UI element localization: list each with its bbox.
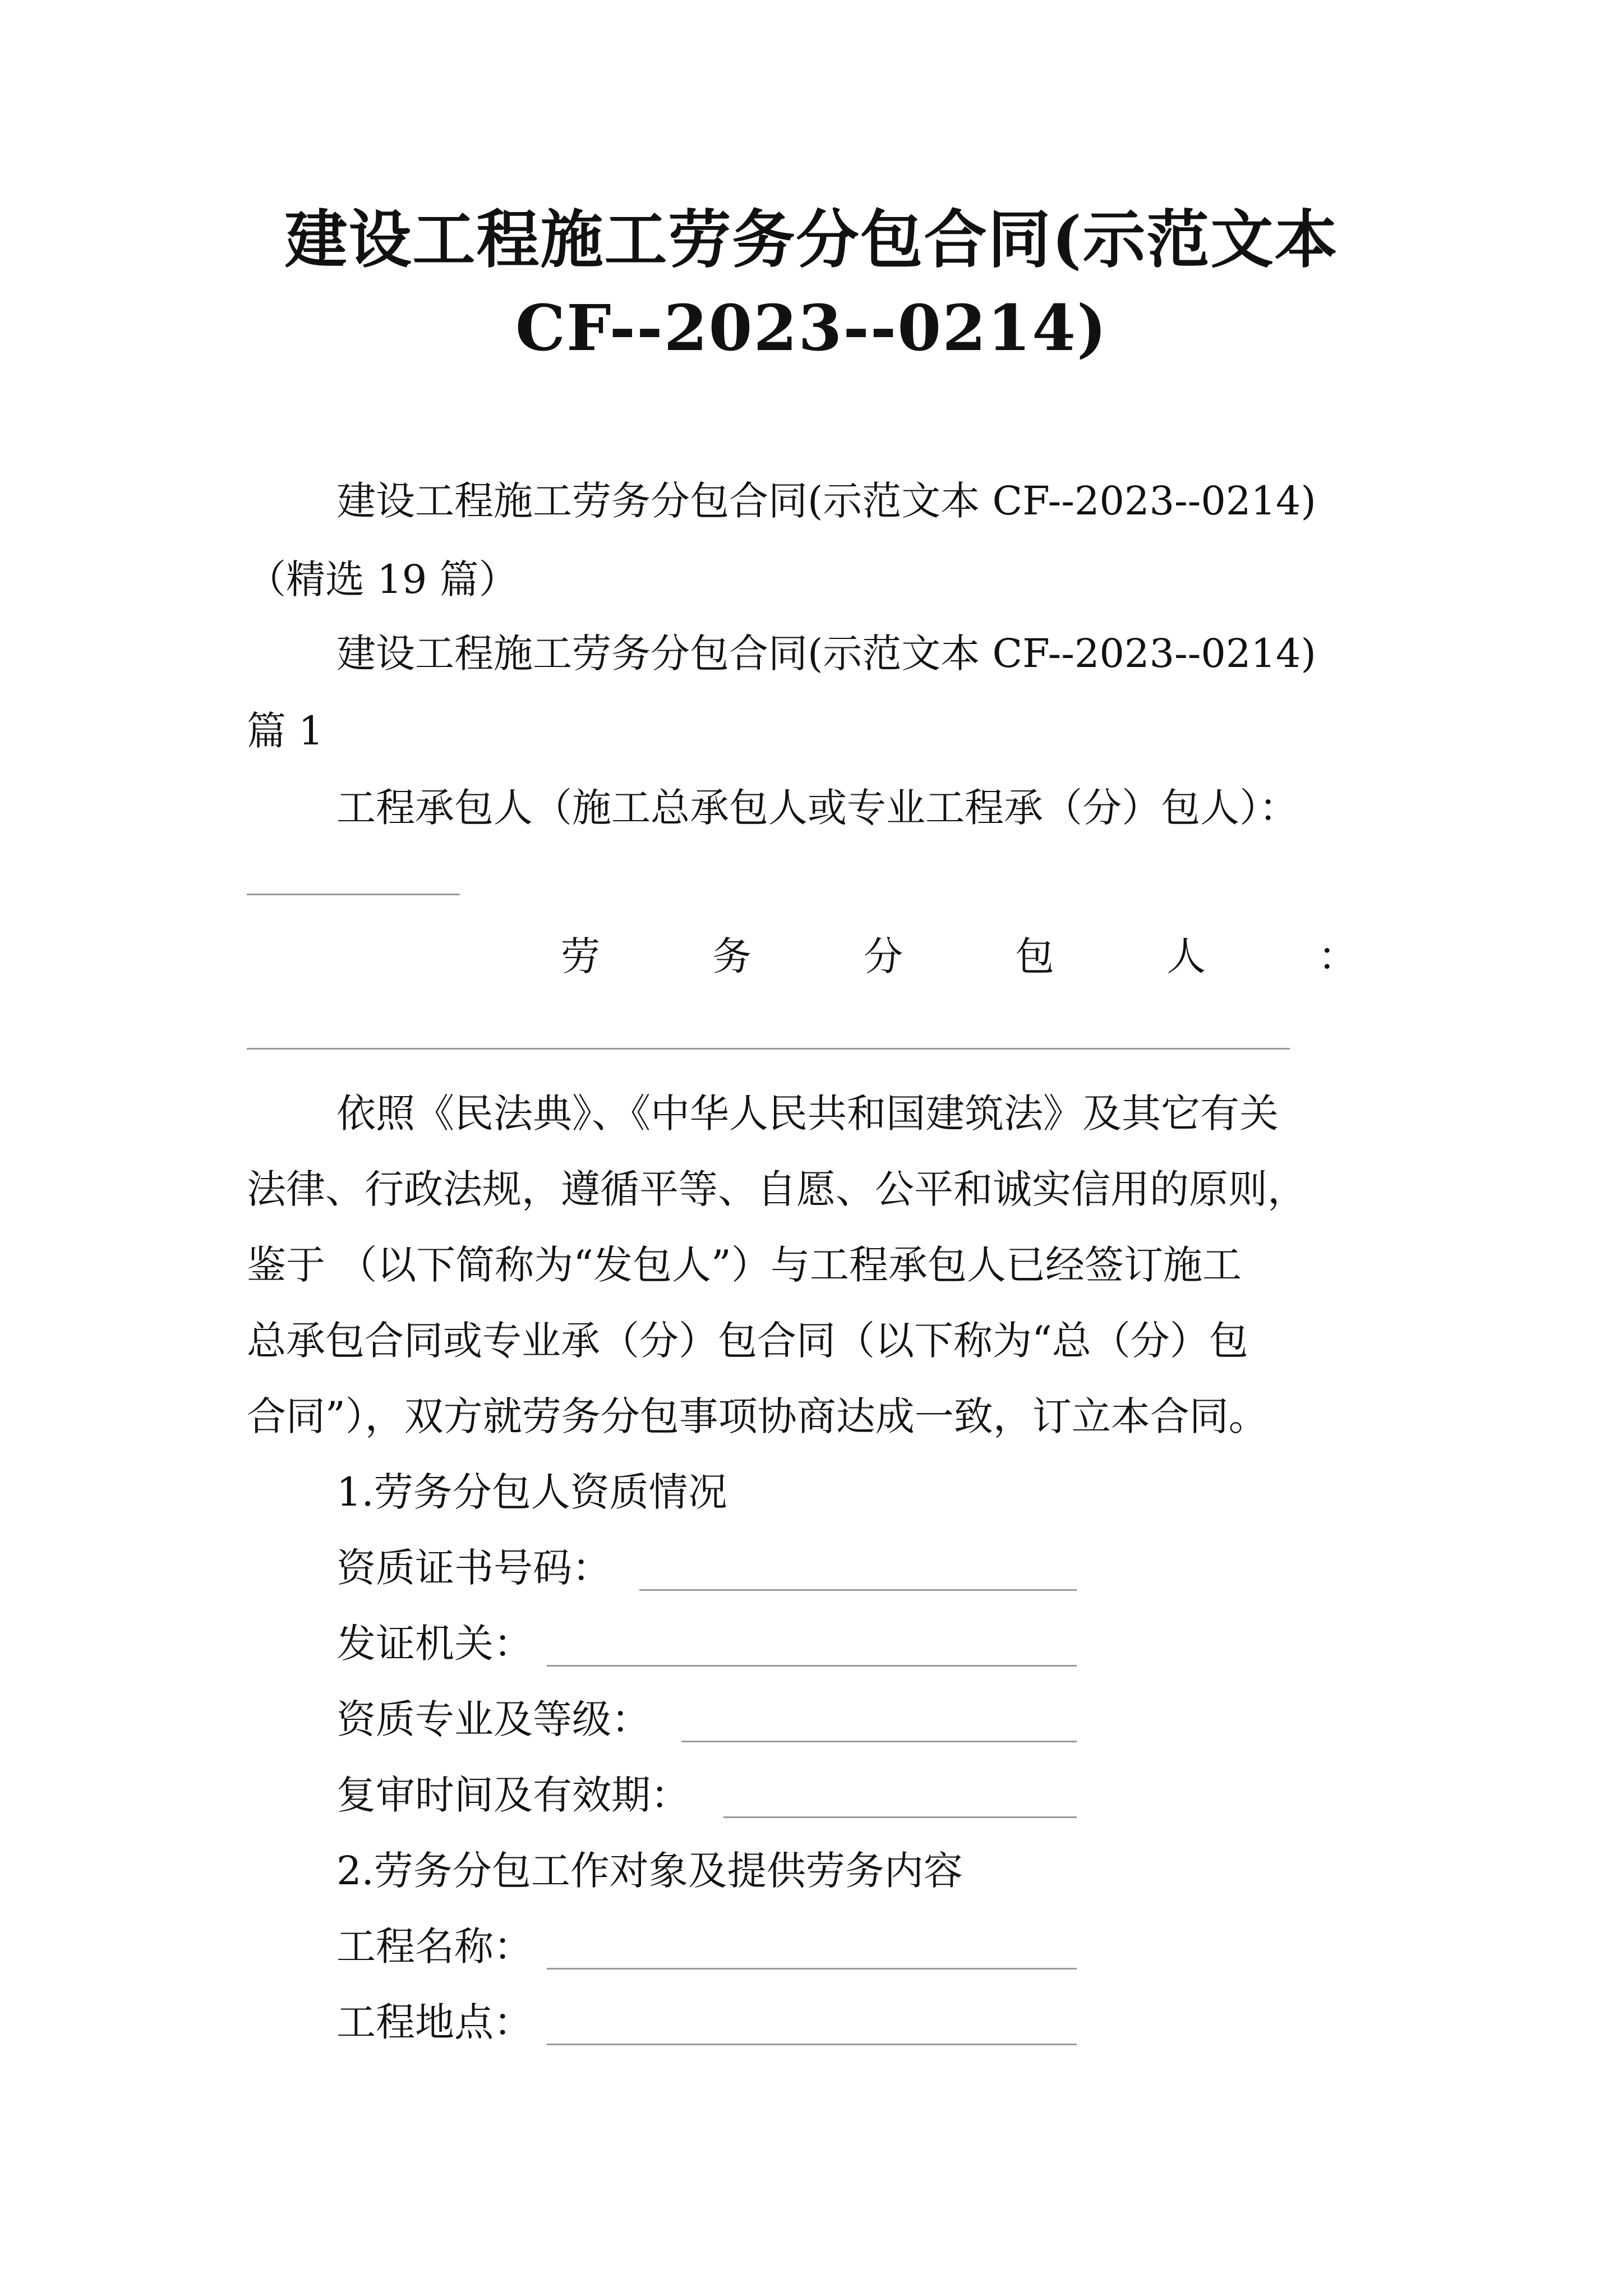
project-location-blank	[547, 2044, 1077, 2045]
subcontractor-label	[561, 933, 1357, 979]
qualification-number-label: 资质证书号码：	[336, 1545, 611, 1591]
section-1-heading: 1.劳务分包人资质情况	[336, 1469, 727, 1515]
subcontractor-char-3: 分	[864, 933, 903, 979]
preamble-line-5: 合同”），双方就劳务分包事项协商达成一致，订立本合同。	[247, 1393, 1268, 1439]
intro-line-1: 建设工程施工劳务分包合同(示范文本 CF--2023--0214)	[336, 478, 1316, 524]
contractor-label: 工程承包人（施工总承包人或专业工程承（分）包人）：	[336, 785, 1298, 831]
subcontractor-blank-line	[247, 1048, 1290, 1050]
subcontractor-char-6: ：	[1318, 933, 1357, 979]
issuing-authority-label: 发证机关：	[336, 1621, 533, 1667]
preamble-line-2: 法律、行政法规，遵循平等、自愿、公平和诚实信用的原则，	[247, 1166, 1307, 1212]
qualification-grade-label: 资质专业及等级：	[336, 1696, 651, 1742]
project-name-label: 工程名称：	[336, 1924, 533, 1970]
project-name-blank	[547, 1968, 1077, 1970]
project-location-label: 工程地点：	[336, 1999, 533, 2045]
intro-line-2: （精选 19 篇）	[247, 556, 518, 602]
review-validity-blank	[723, 1816, 1077, 1818]
document-title-line-2: CF--2023--0214)	[515, 292, 1108, 365]
contractor-blank-line	[247, 894, 460, 895]
review-validity-label: 复审时间及有效期：	[336, 1772, 690, 1818]
subcontractor-char-4: 包	[1015, 933, 1054, 979]
subcontractor-char-5: 人	[1166, 933, 1206, 979]
preamble-line-1: 依照《民法典》、《中华人民共和国建筑法》及其它有关	[336, 1091, 1279, 1137]
qualification-number-blank	[639, 1589, 1077, 1591]
preamble-line-3: 鉴于 （以下简称为“发包人”）与工程承包人已经签订施工	[247, 1242, 1242, 1288]
section-2-heading: 2.劳务分包工作对象及提供劳务内容	[336, 1848, 963, 1894]
issuing-authority-blank	[547, 1665, 1077, 1667]
subcontractor-char-1: 劳	[561, 933, 600, 979]
subcontractor-char-2: 务	[712, 933, 751, 979]
qualification-grade-blank	[681, 1741, 1077, 1742]
intro-line-3: 建设工程施工劳务分包合同(示范文本 CF--2023--0214)	[336, 631, 1316, 677]
preamble-line-4: 总承包合同或专业承（分）包合同（以下称为“总（分）包	[247, 1318, 1248, 1364]
intro-line-4: 篇 1	[247, 708, 324, 754]
document-title-line-1: 建设工程施工劳务分包合同(示范文本	[284, 203, 1339, 277]
